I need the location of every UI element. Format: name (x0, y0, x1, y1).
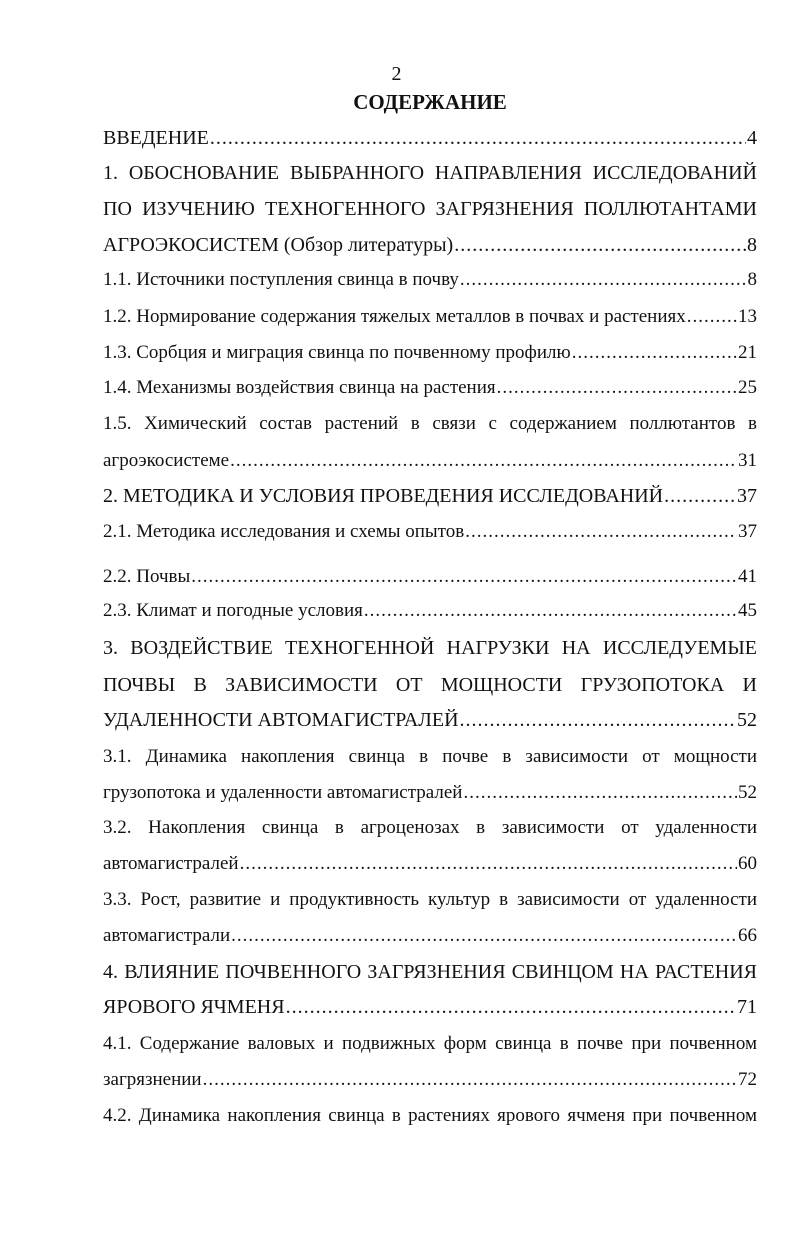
toc-entry-3-2-line2[interactable] (103, 852, 757, 876)
toc-entry-text: 1.3. Сорбция и миграция свинца по почвенному профилю (103, 342, 571, 363)
toc-entry-text: грузопотока и удаленности автомагистралей (103, 782, 463, 803)
toc-entry-text: 2.3. Климат и погодные условия (103, 600, 363, 621)
toc-entry-text: загрязнении (103, 1069, 202, 1090)
toc-page-number: 71 (737, 996, 757, 1018)
toc-entry-chapter-1-line3[interactable] (103, 233, 757, 257)
toc-entry-text: автомагистралей (103, 853, 239, 874)
toc-entry-chapter-4-line1[interactable]: 4. ВЛИЯНИЕ ПОЧВЕННОГО ЗАГРЯЗНЕНИЯ СВИНЦОМ НА РАСТЕНИЯ (103, 961, 757, 983)
toc-page-number: 25 (738, 377, 757, 398)
toc-entry-text: ВВЕДЕНИЕ (103, 127, 209, 149)
toc-page-number: 4 (747, 127, 757, 149)
toc-entry-1-1[interactable] (103, 268, 757, 292)
toc-entry-text: ЯРОВОГО ЯЧМЕНЯ (103, 996, 285, 1018)
toc-entry-1-2[interactable] (103, 305, 757, 329)
toc-entry-1-3[interactable] (103, 341, 757, 365)
toc-page-number: 37 (737, 485, 757, 507)
toc-page-number: 8 (747, 234, 757, 256)
toc-page-number: 31 (738, 450, 757, 471)
toc-entry-chapter-3-line3[interactable] (103, 708, 757, 732)
toc-entry-text: автомагистрали (103, 925, 231, 946)
toc-entry-1-5-line1[interactable]: 1.5. Химический состав растений в связи с содержанием поллютантов в (103, 413, 757, 434)
toc-entry-4-1-line2[interactable] (103, 1068, 757, 1092)
toc-entry-1-4[interactable] (103, 376, 757, 400)
toc-entry-text: УДАЛЕННОСТИ АВТОМАГИСТРАЛЕЙ (103, 709, 459, 731)
toc-page-number: 52 (737, 709, 757, 731)
toc-entry-chapter-1-line1[interactable]: 1. ОБОСНОВАНИЕ ВЫБРАННОГО НАПРАВЛЕНИЯ ИССЛЕДОВАНИЙ (103, 162, 757, 184)
toc-entry-3-3-line2[interactable] (103, 924, 757, 948)
toc-entry-text: 1.2. Нормирование содержания тяжелых металлов в почвах и растениях (103, 306, 686, 327)
toc-entry-text: 2.2. Почвы (103, 566, 191, 587)
toc-page-number: 45 (738, 600, 757, 621)
toc-entry-3-2-line1[interactable]: 3.2. Накопления свинца в агроценозах в зависимости от удаленности (103, 817, 757, 838)
toc-entry-2-3[interactable] (103, 599, 757, 623)
toc-entry-text: 1.1. Источники поступления свинца в почву (103, 269, 459, 290)
toc-page-number: 21 (738, 342, 757, 363)
toc-page-number: 13 (738, 306, 757, 327)
toc-entry-text: 2. МЕТОДИКА И УСЛОВИЯ ПРОВЕДЕНИЯ ИССЛЕДОВАНИЙ (103, 485, 664, 507)
toc-entry-text: 2.1. Методика исследования и схемы опытов (103, 521, 465, 542)
toc-entry-3-3-line1[interactable]: 3.3. Рост, развитие и продуктивность культур в зависимости от удаленности (103, 889, 757, 910)
toc-page-number: 52 (738, 782, 757, 803)
toc-entry-3-1-line1[interactable]: 3.1. Динамика накопления свинца в почве в зависимости от мощности (103, 746, 757, 767)
toc-entry-4-1-line1[interactable]: 4.1. Содержание валовых и подвижных форм свинца в почве при почвенном (103, 1033, 757, 1054)
toc-page-number: 72 (738, 1069, 757, 1090)
toc-page-number: 41 (738, 566, 757, 587)
page-title: СОДЕРЖАНИЕ (353, 90, 507, 114)
toc-entry-text: агроэкосистеме (103, 450, 230, 471)
toc-entry-chapter-2[interactable] (103, 484, 757, 508)
toc-entry-1-5-line2[interactable] (103, 449, 757, 473)
toc-entry-text: 1.4. Механизмы воздействия свинца на растения (103, 377, 496, 398)
toc-page-number: 66 (738, 925, 757, 946)
page-number: 2 (391, 63, 402, 85)
toc-entry-2-1[interactable] (103, 520, 757, 544)
toc-entry-chapter-1-line2[interactable]: ПО ИЗУЧЕНИЮ ТЕХНОГЕННОГО ЗАГРЯЗНЕНИЯ ПОЛЛЮТАНТАМИ (103, 198, 757, 220)
toc-entry-introduction[interactable] (103, 126, 757, 150)
toc-page-number: 37 (738, 521, 757, 542)
toc-entry-chapter-3-line2[interactable]: ПОЧВЫ В ЗАВИСИМОСТИ ОТ МОЩНОСТИ ГРУЗОПОТОКА И (103, 674, 757, 696)
toc-page-number: 8 (747, 269, 757, 290)
toc-page-number: 60 (738, 853, 757, 874)
toc-entry-4-2-line1[interactable]: 4.2. Динамика накопления свинца в растениях ярового ячменя при почвенном (103, 1105, 757, 1126)
toc-entry-chapter-4-line2[interactable] (103, 995, 757, 1019)
toc-entry-chapter-3-line1[interactable]: 3. ВОЗДЕЙСТВИЕ ТЕХНОГЕННОЙ НАГРУЗКИ НА ИССЛЕДУЕМЫЕ (103, 637, 757, 659)
toc-entry-text: АГРОЭКОСИСТЕМ (Обзор литературы) (103, 234, 454, 256)
toc-entry-2-2[interactable] (103, 565, 757, 589)
toc-entry-3-1-line2[interactable] (103, 781, 757, 805)
